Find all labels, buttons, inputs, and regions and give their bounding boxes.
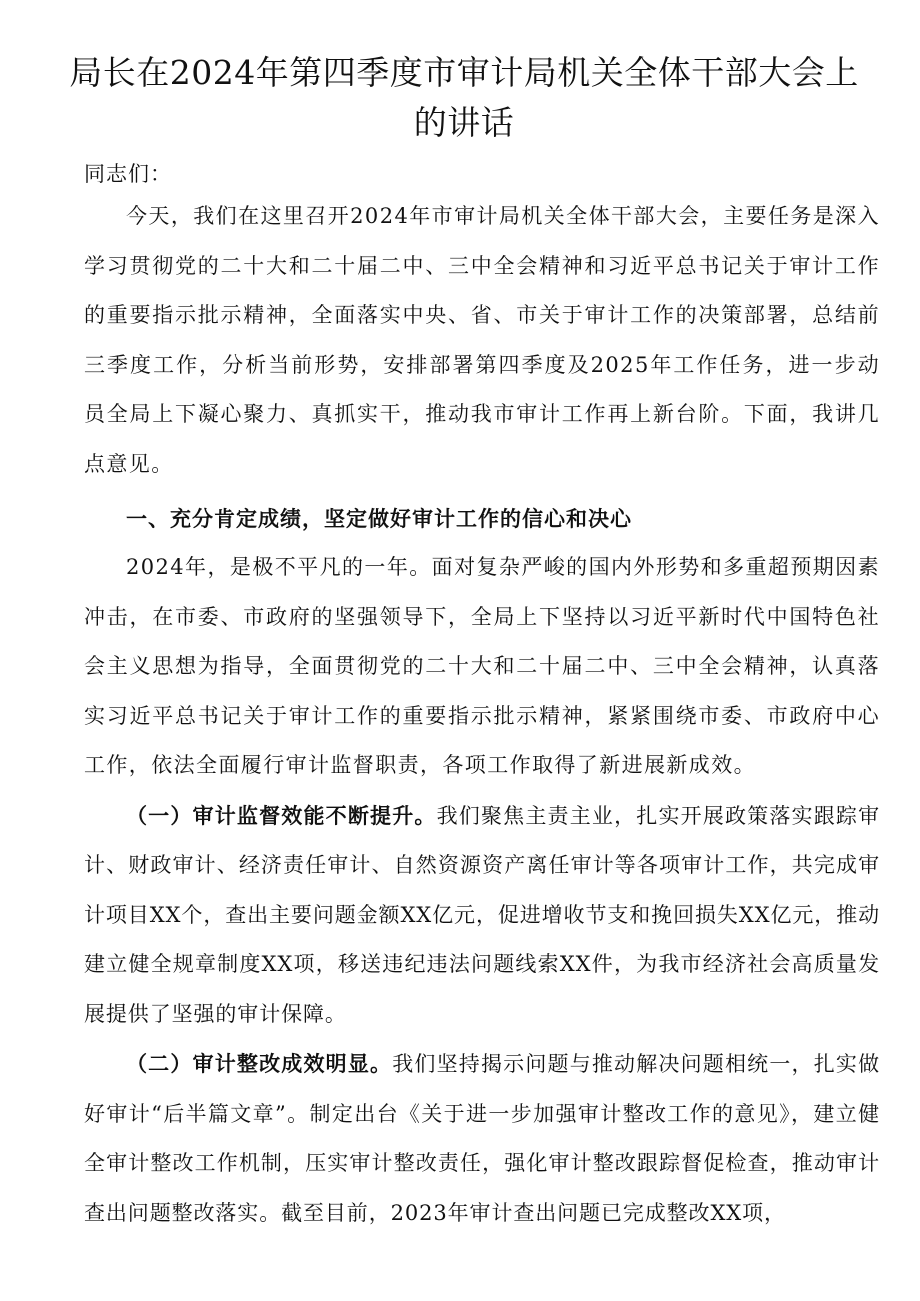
section1-paragraph: 2024年，是极不平凡的一年。面对复杂严峻的国内外形势和多重超预期因素冲击，在市委、市政府的坚强领导下，全局上下坚持以习近平新时代中国特色社会主义思想为指导，全面贯彻党的二十大和二十届二中、三中全会精神，认真落实习近平总书记关于审计工作的重要指示批示精神，紧紧围绕市委、市政府中心工作，依法全面履行审计监督职责，各项工作取得了新进展新成效。 — [84, 555, 880, 777]
document-title: 局长在2024年第四季度市审计局机关全体干部大会上的讲话 — [69, 53, 859, 142]
point2-body: 我们坚持揭示问题与推动解决问题相统一，扎实做好审计“后半篇文章”。制定出台《关于进一步加强审计整改工作的意见》，建立健全审计整改工作机制，压实审计整改责任，强化审计整改跟踪督促检查，推动审计查出问题整改落实。截至目前，2023年审计查出问题已完成整改XX项， — [84, 1052, 880, 1225]
salutation: 同志们： — [84, 162, 172, 186]
intro-paragraph: 今天，我们在这里召开2024年市审计局机关全体干部大会，主要任务是深入学习贯彻党的二十大和二十届二中、三中全会精神和习近平总书记关于审计工作的重要指示批示精神，全面落实中央、省、市关于审计工作的决策部署，总结前三季度工作，分析当前形势，安排部署第四季度及2025年工作任务，进一步动员全局上下凝心聚力、真抓实干，推动我市审计工作再上新台阶。下面，我讲几点意见。 — [84, 204, 880, 476]
section-heading-1: 一、充分肯定成绩，坚定做好审计工作的信心和决心 — [126, 506, 632, 531]
point1-paragraph — [84, 791, 880, 1040]
point2-paragraph — [84, 1039, 880, 1238]
point1-body: 我们聚焦主责主业，扎实开展政策落实跟踪审计、财政审计、经济责任审计、自然资源资产离任审计等各项审计工作，共完成审计项目XX个，查出主要问题金额XX亿元，促进增收节支和挽回损失XX亿元，推动建立健全规章制度XX项，移送违纪违法问题线索XX件，为我市经济社会高质量发展提供了坚强的审计保障。 — [84, 803, 880, 1026]
point1-lead: （一）审计监督效能不断提升。 — [126, 802, 437, 828]
point2-lead: （二）审计整改成效明显。 — [126, 1051, 393, 1076]
